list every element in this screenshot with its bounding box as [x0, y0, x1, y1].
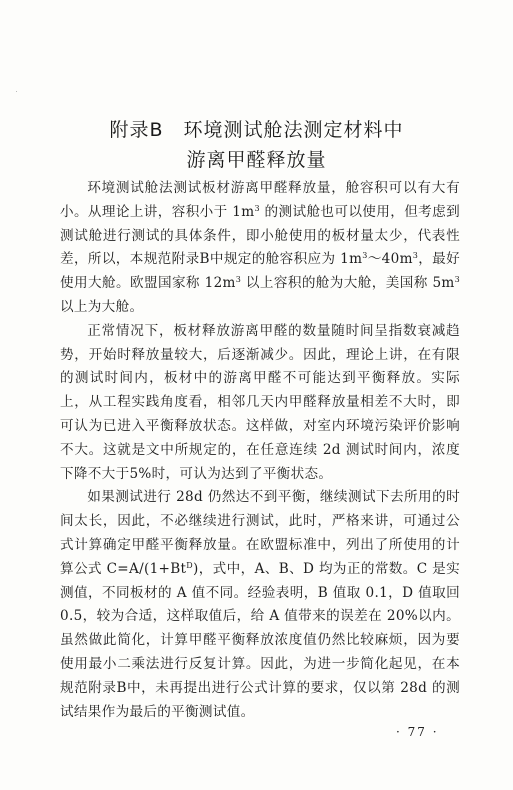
paragraph-3-text-a: 如果测试进行 28d 仍然达不到平衡，继续测试下去所用的时间太长，因此，不必继续进行测试，此时，严格来讲，可通过公式计算确定甲醛平衡释放量。在欧盟标准中，列出了所使用的计算公式 C=A/(1+Bt	[60, 489, 460, 577]
paragraph-3-text-b: )，式中，A、B、D 均为正的常数。C 是实测值，不同板材的 A 值不同。经验表明，B 值取 0.1，D 值取回 0.5，较为合适，这样取值后，给 A 值带来的误差在 20%以内。虽然做此简化，计算甲醛平衡释放浓度值仍然比较麻烦，因为要使用最小二乘法进行反复计算。因此，为进一步简化起见，在本规范附录B中，未再提出进行公式计算的要求，仅以第 28d 的测试结果作为最后的平衡测试值。	[60, 560, 460, 720]
appendix-title-line-2: 游离甲醛释放量	[186, 149, 327, 171]
page-number: · 77 ·	[396, 725, 439, 739]
paragraph-2: 正常情况下，板材释放游离甲醛的数量随时间呈指数衰减趋势，开始时释放量较大，后逐渐减少。因此，理论上讲，在有限的测试时间内，板材中的游离甲醛不可能达到平衡释放。实际上，从工程实践角度看，相邻几天内甲醛释放量相差不大时，即可认为已进入平衡释放状态。这样做，对室内环境污染评价影响不大。这就是文中所规定的，在任意连续 2d 测试时间内，浓度下降不大于5%时，可认为达到了平衡状态。	[60, 322, 460, 482]
paragraph-1-text-b: 的测试舱也可以使用，但考虑到测试舱进行测试的具体条件，即小舱使用的板材量太少，代表性差，所以，本规范附录B中规定的舱容积应为 1m	[60, 203, 461, 268]
superscript: 3	[254, 203, 260, 213]
paragraph-1-text-a: 环境测试舱法测试板材游离甲醛释放量，舱容积可以有大有小。从理论上讲，容积小于 1m	[60, 180, 460, 220]
scan-dot	[16, 91, 17, 92]
paragraph-1-text-f: 以上为大舱。	[60, 298, 144, 315]
appendix-title-line-1: 附录B 环境测试舱法测定材料中	[109, 119, 404, 141]
superscript: 3	[235, 275, 242, 285]
paragraph-1-text-c: ～40m	[367, 251, 413, 268]
superscript: 3	[412, 251, 419, 261]
paragraph-1-text-d: ，最好使用大舱。欧盟国家称 12m	[60, 251, 461, 292]
superscript: D	[186, 560, 194, 570]
paragraph-3	[60, 486, 460, 724]
superscript: 3	[454, 275, 460, 285]
paragraph-1	[60, 177, 460, 320]
body-text	[60, 177, 460, 724]
paragraph-1-text-e: 以上容积的舱为大舱，美国称 5m	[241, 275, 455, 292]
superscript: 3	[362, 251, 368, 261]
